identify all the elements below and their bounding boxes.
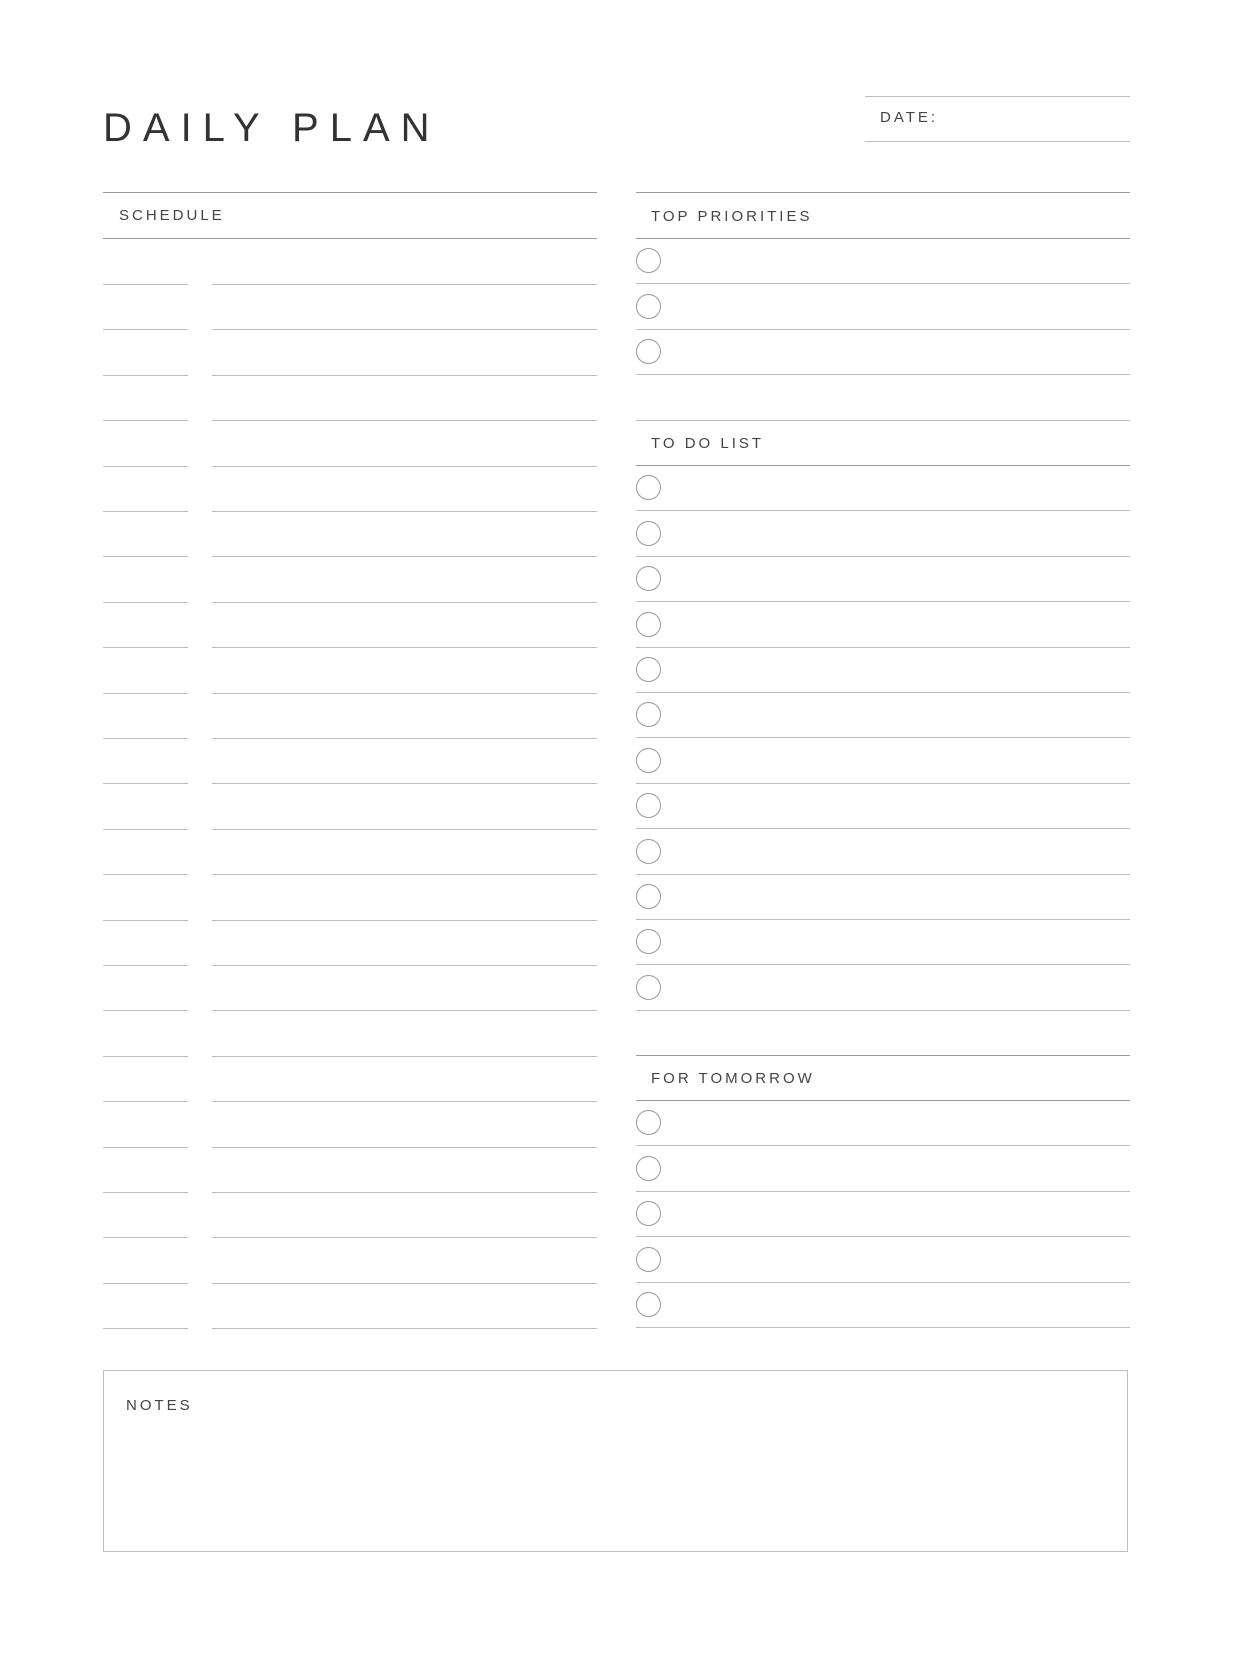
checklist-line xyxy=(636,1236,1130,1237)
checklist-line xyxy=(636,1010,1130,1011)
checkbox-circle-icon[interactable] xyxy=(636,793,661,818)
schedule-label: SCHEDULE xyxy=(119,207,225,224)
schedule-entry-line xyxy=(212,1237,597,1238)
schedule-time-line xyxy=(103,738,188,739)
schedule-time-line xyxy=(103,375,188,376)
schedule-time-line xyxy=(103,420,188,421)
checklist-line xyxy=(636,1282,1130,1283)
checkbox-circle-icon[interactable] xyxy=(636,748,661,773)
todo-top-rule xyxy=(636,420,1130,421)
schedule-time-line xyxy=(103,466,188,467)
checklist-line xyxy=(636,919,1130,920)
checklist-line xyxy=(636,874,1130,875)
schedule-entry-line xyxy=(212,874,597,875)
schedule-time-line xyxy=(103,965,188,966)
schedule-time-line xyxy=(103,783,188,784)
schedule-entry-line xyxy=(212,1056,597,1057)
checkbox-circle-icon[interactable] xyxy=(636,839,661,864)
schedule-entry-line xyxy=(212,647,597,648)
schedule-time-line xyxy=(103,1283,188,1284)
schedule-header-rule xyxy=(103,238,597,239)
todo-label: TO DO LIST xyxy=(651,435,765,452)
schedule-time-line xyxy=(103,647,188,648)
schedule-entry-line xyxy=(212,829,597,830)
schedule-time-line xyxy=(103,1237,188,1238)
schedule-entry-line xyxy=(212,783,597,784)
checkbox-circle-icon[interactable] xyxy=(636,612,661,637)
for-tomorrow-header-rule xyxy=(636,1100,1130,1101)
checklist-line xyxy=(636,783,1130,784)
checkbox-circle-icon[interactable] xyxy=(636,1201,661,1226)
checkbox-circle-icon[interactable] xyxy=(636,339,661,364)
schedule-entry-line xyxy=(212,466,597,467)
checklist-line xyxy=(636,601,1130,602)
date-field[interactable] xyxy=(865,96,1130,142)
schedule-entry-line xyxy=(212,420,597,421)
schedule-entry-line xyxy=(212,1283,597,1284)
notes-label: NOTES xyxy=(126,1397,193,1414)
checklist-line xyxy=(636,1327,1130,1328)
checkbox-circle-icon[interactable] xyxy=(636,975,661,1000)
top-priorities-label: TOP PRIORITIES xyxy=(651,208,813,225)
checkbox-circle-icon[interactable] xyxy=(636,1247,661,1272)
checklist-line xyxy=(636,329,1130,330)
schedule-entry-line xyxy=(212,738,597,739)
schedule-time-line xyxy=(103,284,188,285)
checklist-line xyxy=(636,828,1130,829)
top-priorities-header-rule xyxy=(636,238,1130,239)
schedule-entry-line xyxy=(212,693,597,694)
schedule-entry-line xyxy=(212,1101,597,1102)
schedule-time-line xyxy=(103,1101,188,1102)
schedule-time-line xyxy=(103,511,188,512)
checkbox-circle-icon[interactable] xyxy=(636,566,661,591)
schedule-entry-line xyxy=(212,1010,597,1011)
checkbox-circle-icon[interactable] xyxy=(636,657,661,682)
checklist-line xyxy=(636,1145,1130,1146)
checkbox-circle-icon[interactable] xyxy=(636,884,661,909)
checkbox-circle-icon[interactable] xyxy=(636,294,661,319)
schedule-entry-line xyxy=(212,329,597,330)
checklist-line xyxy=(636,647,1130,648)
schedule-time-line xyxy=(103,920,188,921)
checkbox-circle-icon[interactable] xyxy=(636,1110,661,1135)
notes-box[interactable] xyxy=(103,1370,1128,1552)
schedule-time-line xyxy=(103,556,188,557)
schedule-entry-line xyxy=(212,511,597,512)
checklist-line xyxy=(636,964,1130,965)
for-tomorrow-label: FOR TOMORROW xyxy=(651,1070,815,1087)
checkbox-circle-icon[interactable] xyxy=(636,248,661,273)
schedule-time-line xyxy=(103,1192,188,1193)
checkbox-circle-icon[interactable] xyxy=(636,521,661,546)
checklist-line xyxy=(636,1191,1130,1192)
schedule-entry-line xyxy=(212,1192,597,1193)
checkbox-circle-icon[interactable] xyxy=(636,1292,661,1317)
schedule-time-line xyxy=(103,329,188,330)
schedule-time-line xyxy=(103,1010,188,1011)
checkbox-circle-icon[interactable] xyxy=(636,475,661,500)
schedule-time-line xyxy=(103,1147,188,1148)
checklist-line xyxy=(636,374,1130,375)
schedule-entry-line xyxy=(212,1328,597,1329)
checklist-line xyxy=(636,737,1130,738)
date-label: DATE: xyxy=(880,109,939,126)
schedule-time-line xyxy=(103,602,188,603)
checklist-line xyxy=(636,283,1130,284)
checklist-line xyxy=(636,692,1130,693)
schedule-entry-line xyxy=(212,375,597,376)
top-priorities-top-rule xyxy=(636,192,1130,193)
checklist-line xyxy=(636,556,1130,557)
schedule-time-line xyxy=(103,1056,188,1057)
schedule-time-line xyxy=(103,829,188,830)
schedule-entry-line xyxy=(212,920,597,921)
schedule-entry-line xyxy=(212,965,597,966)
schedule-entry-line xyxy=(212,556,597,557)
schedule-time-line xyxy=(103,874,188,875)
checklist-line xyxy=(636,510,1130,511)
schedule-top-rule xyxy=(103,192,597,193)
schedule-entry-line xyxy=(212,1147,597,1148)
schedule-time-line xyxy=(103,693,188,694)
schedule-entry-line xyxy=(212,284,597,285)
schedule-time-line xyxy=(103,1328,188,1329)
checkbox-circle-icon[interactable] xyxy=(636,929,661,954)
for-tomorrow-top-rule xyxy=(636,1055,1130,1056)
checkbox-circle-icon[interactable] xyxy=(636,702,661,727)
todo-header-rule xyxy=(636,465,1130,466)
checkbox-circle-icon[interactable] xyxy=(636,1156,661,1181)
schedule-entry-line xyxy=(212,602,597,603)
page-title: DAILY PLAN xyxy=(103,106,441,150)
